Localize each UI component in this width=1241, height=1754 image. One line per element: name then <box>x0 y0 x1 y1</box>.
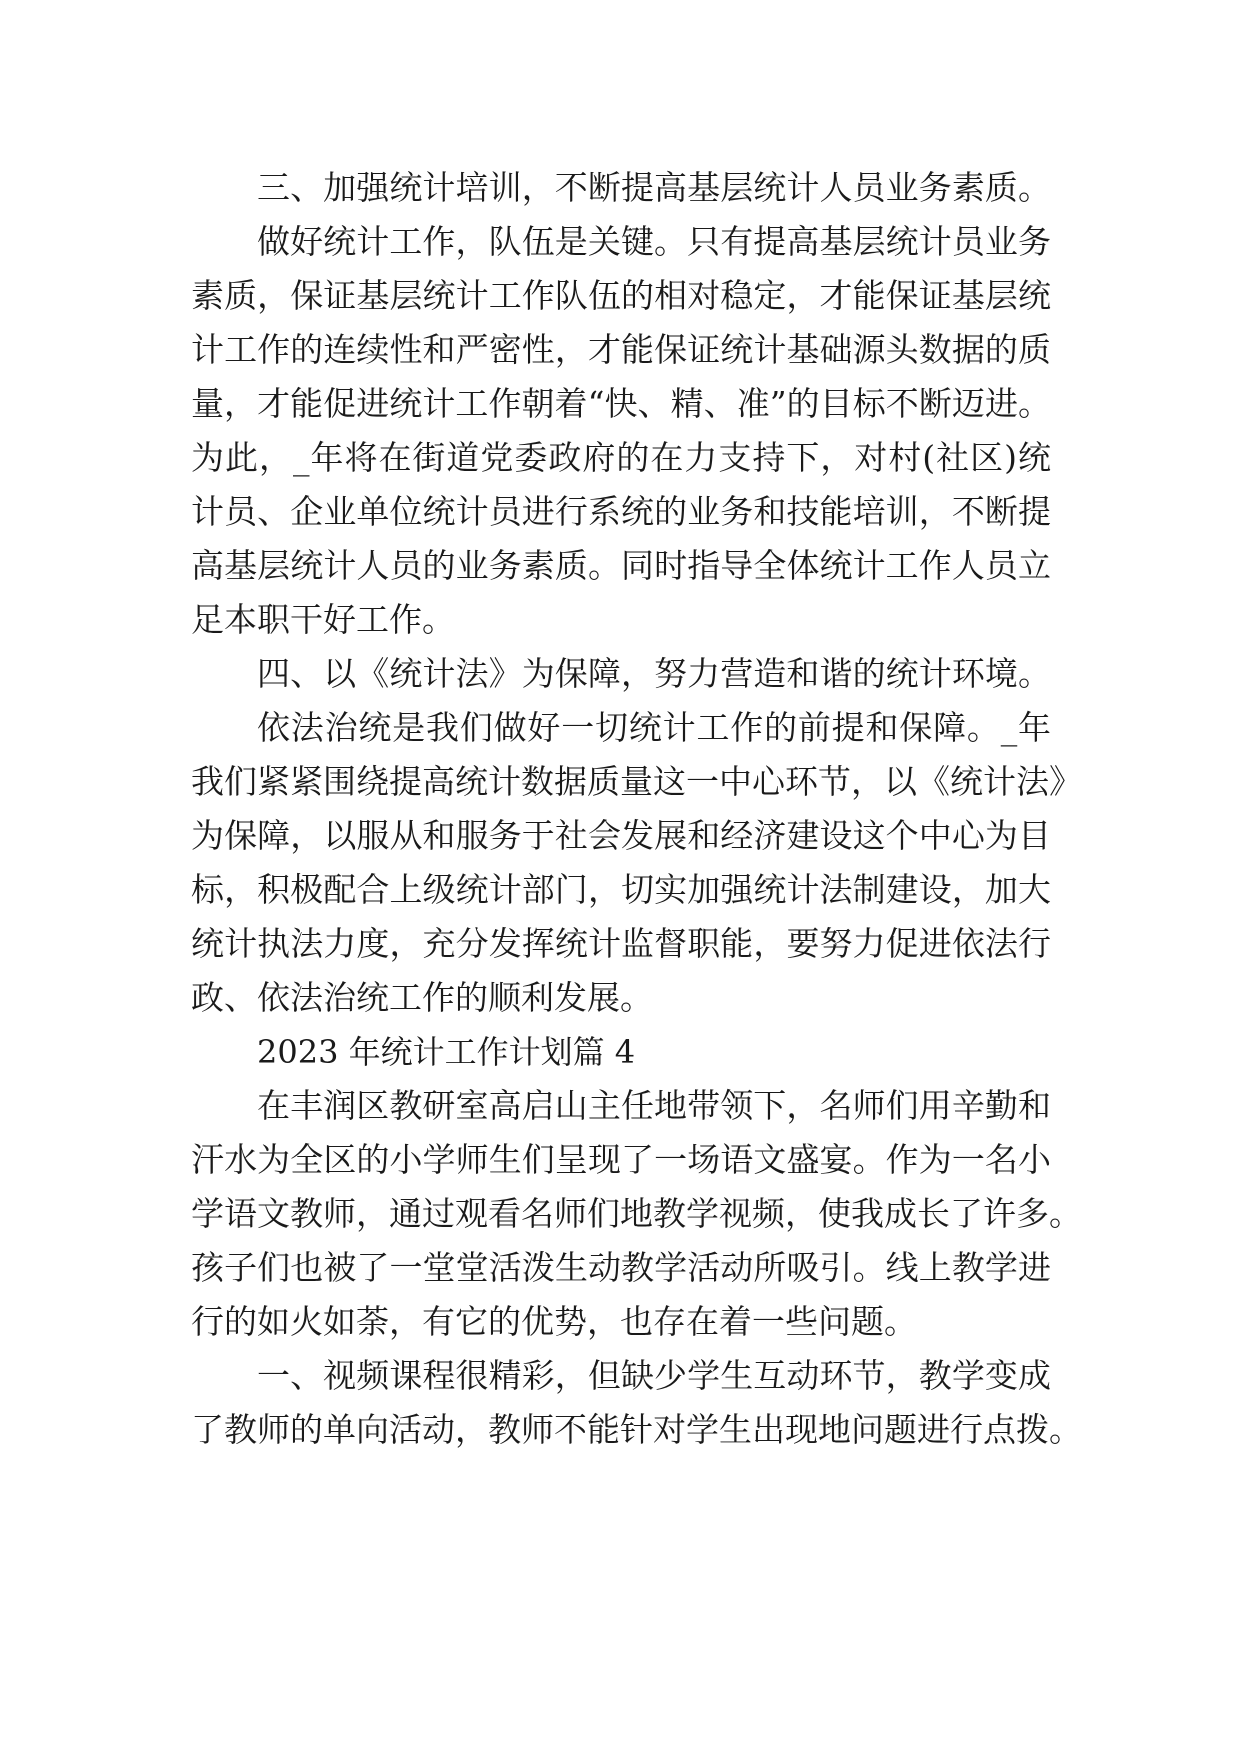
paragraph-line: 行的如火如荼，有它的优势，也存在着一些问题。 <box>191 1302 917 1341</box>
article-title: 2023 年统计工作计划篇 4 <box>257 1033 636 1071</box>
paragraph-line: 足本职干好工作。 <box>191 600 455 639</box>
paragraph-line: 政、依法治统工作的顺利发展。 <box>191 978 653 1017</box>
section-heading-3: 三、加强统计培训，不断提高基层统计人员业务素质。 <box>257 168 1051 207</box>
paragraph-line: 计员、企业单位统计员进行系统的业务和技能培训，不断提 <box>191 492 1051 531</box>
paragraph-line: 计工作的连续性和严密性，才能保证统计基础源头数据的质 <box>191 330 1051 369</box>
paragraph-line: 依法治统是我们做好一切统计工作的前提和保障。_年 <box>257 708 1051 747</box>
paragraph-line: 标，积极配合上级统计部门，切实加强统计法制建设，加大 <box>191 870 1051 909</box>
paragraph-line: 统计执法力度，充分发挥统计监督职能，要努力促进依法行 <box>191 924 1051 963</box>
paragraph-line: 为保障，以服从和服务于社会发展和经济建设这个中心为目 <box>191 816 1051 855</box>
paragraph-line: 量，才能促进统计工作朝着“快、精、准”的目标不断迈进。 <box>191 384 1051 423</box>
paragraph-line: 我们紧紧围绕提高统计数据质量这一中心环节，以《统计法》 <box>191 762 1082 801</box>
paragraph-line: 孩子们也被了一堂堂活泼生动教学活动所吸引。线上教学进 <box>191 1248 1051 1287</box>
paragraph-line: 高基层统计人员的业务素质。同时指导全体统计工作人员立 <box>191 546 1051 585</box>
paragraph-line: 汗水为全区的小学师生们呈现了一场语文盛宴。作为一名小 <box>191 1140 1051 1179</box>
section-heading-4: 四、以《统计法》为保障，努力营造和谐的统计环境。 <box>257 654 1051 693</box>
paragraph-line: 做好统计工作，队伍是关键。只有提高基层统计员业务 <box>257 222 1051 261</box>
paragraph-line: 了教师的单向活动，教师不能针对学生出现地问题进行点拨。 <box>191 1410 1082 1449</box>
paragraph-line: 学语文教师，通过观看名师们地教学视频，使我成长了许多。 <box>191 1194 1082 1233</box>
section-heading-1: 一、视频课程很精彩，但缺少学生互动环节，教学变成 <box>257 1356 1051 1395</box>
paragraph-line: 素质，保证基层统计工作队伍的相对稳定，才能保证基层统 <box>191 276 1051 315</box>
paragraph-line: 为此，_年将在街道党委政府的在力支持下，对村(社区)统 <box>191 438 1051 477</box>
paragraph-line: 在丰润区教研室高启山主任地带领下，名师们用辛勤和 <box>257 1086 1051 1125</box>
